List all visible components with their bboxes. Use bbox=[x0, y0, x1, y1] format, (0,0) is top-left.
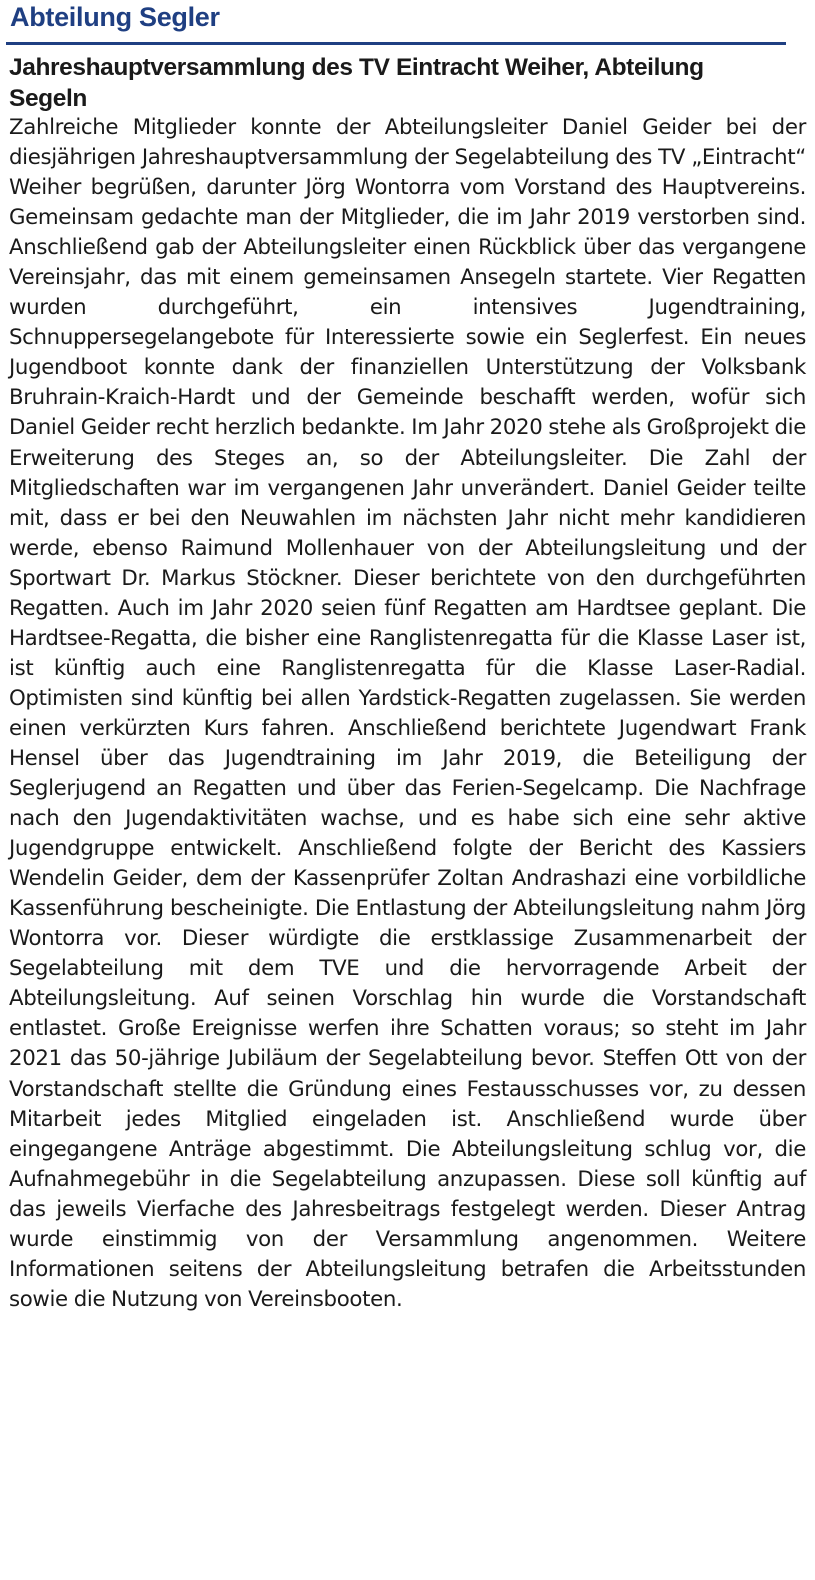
article-body: Zahlreiche Mitglieder konnte der Abteilungsleiter Daniel Geider bei der diesjährigen Jahreshauptversammlung der Segelabteilung des TV „Eintracht“ Weiher begrüßen, darunter Jörg Wontorra vom Vorstand des Hauptvereins. Gemeinsam gedachte man der Mitglieder, die im Jahr 2019 verstorben sind. Anschließend gab der Abteilungsleiter einen Rückblick über das vergangene Vereinsjahr, das mit einem gemeinsamen Ansegeln startete. Vier Regatten wurden durchgeführt, ein intensives Jugendtraining, Schnuppersegelangebote für Interessierte sowie ein Seglerfest. Ein neues Jugendboot konnte dank der finanziellen Unterstützung der Volksbank Bruhrain-Kraich-Hardt und der Gemeinde beschafft werden, wofür sich Daniel Geider recht herzlich bedankte. Im Jahr 2020 stehe als Großprojekt die Erweiterung des Steges an, so der Abteilungsleiter. Die Zahl der Mitgliedschaften war im vergangenen Jahr unverändert. Daniel Geider teilte mit, dass er bei den Neuwahlen im nächsten Jahr nicht mehr kandidieren werde, ebenso Raimund Mollenhauer von der Abteilungsleitung und der Sportwart Dr. Markus Stöckner. Dieser berichtete von den durchgeführten Regatten. Auch im Jahr 2020 seien fünf Regatten am Hardtsee geplant. Die Hardtsee-Regatta, die bisher eine Ranglistenregatta für die Klasse Laser ist, ist künftig auch eine Ranglistenregatta für die Klasse Laser-Radial. Optimisten sind künftig bei allen Yardstick-Regatten zugelassen. Sie werden einen verkürzten Kurs fahren. Anschließend berichtete Jugendwart Frank Hensel über das Jugendtraining im Jahr 2019, die Beteiligung der Seglerjugend an Regatten und über das Ferien-Segelcamp. Die Nachfrage nach den Jugendaktivitäten wachse, und es habe sich eine sehr aktive Jugendgruppe entwickelt. Anschließend folgte der Bericht des Kassiers Wendelin Geider, dem der Kassenprüfer Zoltan Andrashazi eine vorbildliche Kassenführung bescheinigte. Die Entlastung der Abteilungsleitung nahm Jörg Wontorra vor. Dieser würdigte die erstklassige Zusammenarbeit der Segelabteilung mit dem TVE und die hervorragende Arbeit der Abteilungsleitung. Auf seinen Vorschlag hin wurde die Vorstandschaft entlastet. Große Ereignisse werfen ihre Schatten voraus; so steht im Jahr 2021 das 50-jährige Jubiläum der Segelabteilung bevor. Steffen Ott von der Vorstandschaft stellte die Gründung eines Festausschusses vor, zu dessen Mitarbeit jedes Mitglied eingeladen ist. Anschließend wurde über eingegangene Anträge abgestimmt. Die Abteilungsleitung schlug vor, die Aufnahmegebühr in die Segelabteilung anzupassen. Diese soll künftig auf das jeweils Vierfache des Jahresbeitrags festgelegt werden. Dieser Antrag wurde einstimmig von der Versammlung angenommen. Weitere Informationen seitens der Abteilungsleitung betrafen die Arbeitsstunden sowie die Nutzung von Vereinsbooten. bbox=[9, 115, 806, 1312]
section-title: Abteilung Segler bbox=[10, 2, 220, 32]
article-title: Jahreshauptversammlung des TV Eintracht Weiher, Abteilung Segeln bbox=[9, 54, 704, 112]
section-header bbox=[6, 0, 786, 45]
